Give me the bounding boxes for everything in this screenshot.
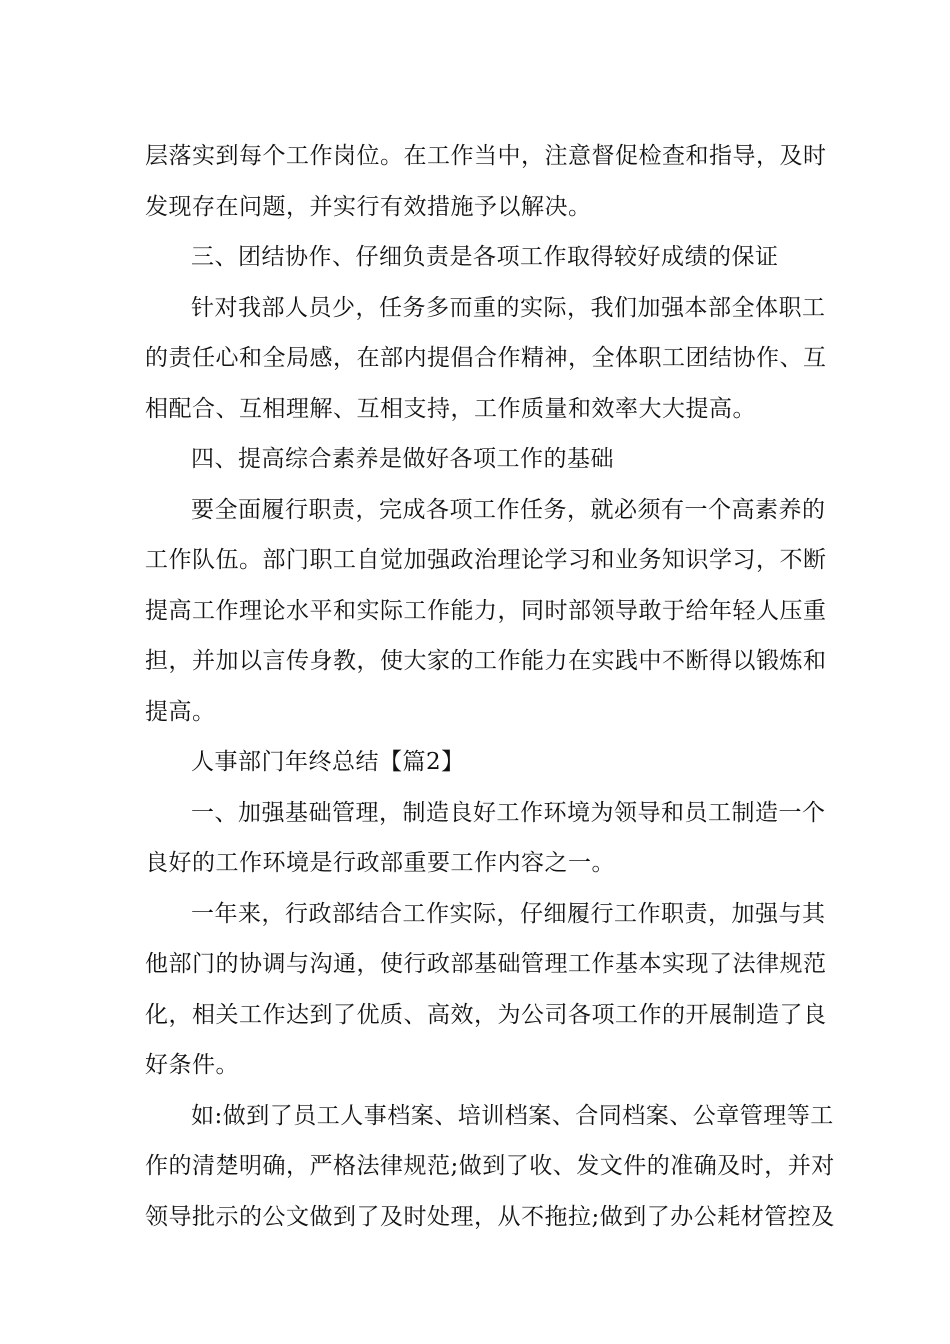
section-heading: 一、加强基础管理，制造良好工作环境为领导和员工制造一个: [191, 799, 826, 826]
text-line: 领导批示的公文做到了及时处理，从不拖拉;做到了办公耗材管控及: [145, 1203, 835, 1230]
section-heading: 三、团结协作、仔细负责是各项工作取得较好成绩的保证: [191, 244, 779, 270]
text-line: 工作队伍。部门职工自觉加强政治理论学习和业务知识学习，不断: [145, 547, 827, 573]
text-line: 化，相关工作达到了优质、高效，为公司各项工作的开展制造了良: [145, 1001, 827, 1028]
text-line: 相配合、互相理解、互相支持，工作质量和效率大大提高。: [145, 395, 756, 422]
text-line: 好条件。: [145, 1052, 239, 1078]
text-line: 层落实到每个工作岗位。在工作当中，注意督促检查和指导，及时: [145, 143, 827, 169]
text-line: 如:做到了员工人事档案、培训档案、合同档案、公章管理等工: [191, 1102, 834, 1129]
text-line: 他部门的协调与沟通，使行政部基础管理工作基本实现了法律规范: [145, 951, 827, 977]
text-line: 一年来，行政部结合工作实际，仔细履行工作职责，加强与其: [191, 900, 826, 927]
article-title: 人事部门年终总结【篇2】: [191, 749, 465, 775]
text-line: 提高工作理论水平和实际工作能力，同时部领导敢于给年轻人压重: [145, 597, 827, 624]
text-line: 良好的工作环境是行政部重要工作内容之一。: [145, 850, 615, 876]
text-line: 作的清楚明确，严格法律规范;做到了收、发文件的准确及时，并对: [145, 1153, 835, 1179]
text-line: 提高。: [145, 698, 216, 725]
text-line: 发现存在问题，并实行有效措施予以解决。: [145, 193, 592, 220]
document-body: [145, 131, 835, 1242]
text-line: 要全面履行职责，完成各项工作任务，就必须有一个高素养的: [191, 496, 826, 523]
text-line: 针对我部人员少，任务多而重的实际，我们加强本部全体职工: [191, 294, 826, 321]
section-heading: 四、提高综合素养是做好各项工作的基础: [191, 446, 614, 472]
text-line: 的责任心和全局感，在部内提倡合作精神，全体职工团结协作、互: [145, 345, 827, 371]
text-line: 担，并加以言传身教，使大家的工作能力在实践中不断得以锻炼和: [145, 648, 827, 674]
